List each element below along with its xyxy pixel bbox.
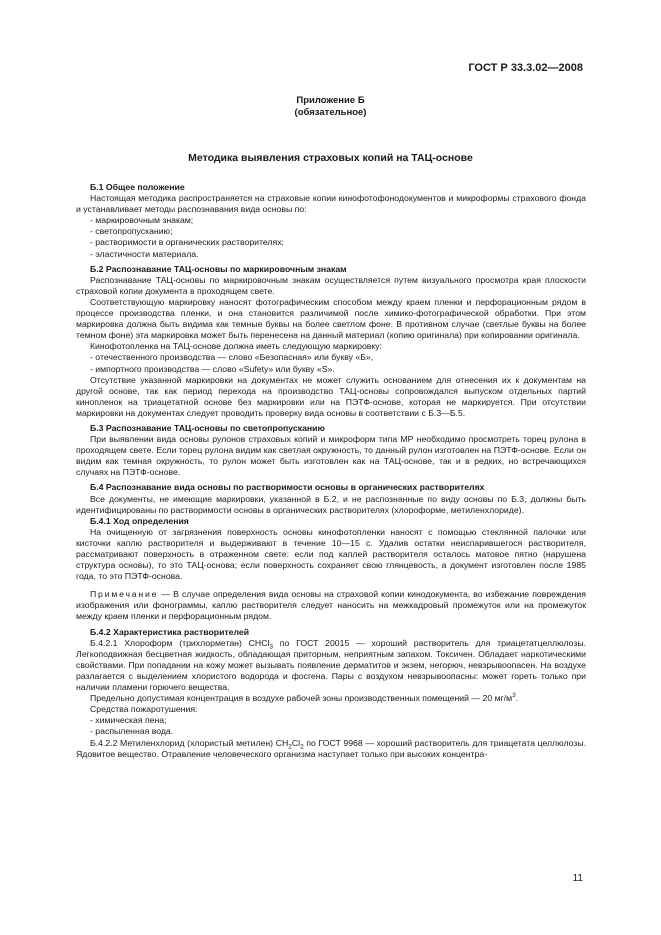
note-label: Примечание [90, 589, 159, 600]
paragraph: Все документы, не имеющие маркировки, указанной в Б.2, и не распознанные по виду основы по Б.3, должны быть идентифицированы по растворимости основы в органических растворителях (хлороформе, метиленхлориде). [76, 493, 586, 515]
paragraph: Б.4.2.2 Метиленхлорид (хлористый метилен) $CH_2Cl_2$ по ГОСТ 9968 — хороший растворитель для триацетата целлюлозы. Ядовитое вещество. Отравление человеческого организма наступает только при высоких концентра- [76, 737, 586, 759]
list-item: - светопропусканию; [90, 226, 173, 237]
paragraph: Кинофотопленка на ТАЦ-основе должна иметь следующую маркировку: [90, 341, 383, 352]
section-heading: Б.2 Распознавание ТАЦ-основы по маркировочным знакам [90, 263, 347, 274]
list-item: - распыленная вода. [90, 726, 174, 737]
paragraph: Средства пожаротушения: [90, 704, 198, 715]
paragraph: Распознавание ТАЦ-основы по маркировочным знакам осуществляется путем визуального просмотра края плоскости страховой копии документа в проходящем свете. [76, 274, 586, 296]
document-title: Методика выявления страховых копий на ТАЦ-основе [188, 152, 473, 164]
note-text: — В случае определения вида основы на страховой копии кинодокумента, во избежание повреждения изображения или фонограммы, каплю растворителя следует наносить на межкадровый промежуток или на промежуток между краем пленки и перфорационным рядом. [76, 589, 586, 622]
paragraph: Настоящая методика распространяется на страховые копии кинофотофонодокументов и микроформы страхового фонда и устанавливает методы распознавания вида основы по: [76, 193, 586, 215]
document-body [76, 182, 586, 760]
paragraph: При выявлении вида основы рулонов страховых копий и микроформ типа МР необходимо просмотреть торец рулона в проходящем свете. Если торец рулона видим как светлая окружность, то данный рулон изготовлен на ПЭТФ-основе. Если он видим как темная окружность, то рулон может быть изготовлен как на ТАЦ-основе, так и в редких, но встречающихся случаях на ПЭТФ-основе. [76, 434, 586, 478]
paragraph: Б.4.2.1 Хлороформ (трихлорметан) CHCl$_3$ по ГОСТ 20015 — хороший растворитель для триацетатцеллюлозы. Легкоподвижная бесцветная жидкость, обладающая приторным, неприятным запахом. Токсичен. Обладает наркотическими свойствами. При попадании на кожу может вызывать появление дерматитов и экзем, негорюч, невзрывоопасен. На воздухе разлагается с выделением хлористого водорода и фосгена. Пары с воздухом невзрывоопасны: может гореть только при наличии пламени горючего вещества. [76, 637, 586, 693]
note [76, 589, 586, 622]
list-item: - эластичности материала. [90, 248, 199, 259]
subsection-heading: Б.4.2 Характеристика растворителей [90, 626, 250, 637]
annex-title: Приложение Б [296, 95, 365, 106]
section-heading: Б.4 Распознавание вида основы по растворимости основы в органических растворителях [90, 482, 485, 493]
list-item: - отечественного производства — слово «Безопасная» или букву «Б», [90, 352, 374, 363]
list-item: - химическая пена; [90, 715, 167, 726]
list-item: - растворимости в органических растворителях; [90, 237, 284, 248]
standard-number: ГОСТ Р 33.3.02—2008 [468, 62, 583, 74]
section-heading: Б.1 Общее положение [90, 182, 185, 192]
annex-status: (обязательное) [294, 107, 367, 118]
paragraph: Соответствующую маркировку наносят фотографическим способом между краем пленки и перфорационным рядом в процессе производства пленки, и она становится различимой после химико-фотографической обработки. При этом маркировка должна быть видима как темные буквы на более светлом фоне. В противном случае (светлые буквы на более темном фоне) эта маркировка может быть перенесена на данный материал (копию оригинала) при копировании оригинала. [76, 296, 586, 341]
paragraph: На очищенную от загрязнения поверхность основы кинофотопленки наносят с помощью стеклянной палочки или кисточки каплю растворителя и выдерживают в течение 10—15 с. Удалив остатки неиспарившегося растворителя, рассматривают поверхность в отраженном свете: если под каплей растворителя осталось матовое пятно (нарушена структура основы), то это ТАЦ-основа; если поверхность сохраняет свою глянцевость, а документ изготовлен после 1985 года, то это ПЭТФ-основа. [76, 526, 586, 582]
paragraph: Предельно допустимая концентрация в воздухе рабочей зоны производственных помещений — 20 $мг/м^3$. [90, 692, 519, 704]
subsection-heading: Б.4.1 Ход определения [90, 515, 189, 526]
section-heading: Б.3 Распознавание ТАЦ-основы по светопропусканию [90, 422, 325, 433]
list-item: - импортного производства — слово «Sufety» или букву «S». [90, 363, 335, 374]
list-item: - маркировочным знакам; [90, 215, 194, 226]
page-number: 11 [572, 873, 583, 884]
paragraph: Отсутствие указанной маркировки на документах не может служить основанием для отнесения их к документам на другой основе, так как период перехода на производство ТАЦ-основы сопровождался выпуском отдельных партий кинопленок на триацетатной основе без маркировки или на ПЭТФ-основе, которая не маркируется. При отсутствии маркировки на документах следует проводить проверку вида основы в соответствии с Б.3—Б.5. [76, 374, 586, 418]
